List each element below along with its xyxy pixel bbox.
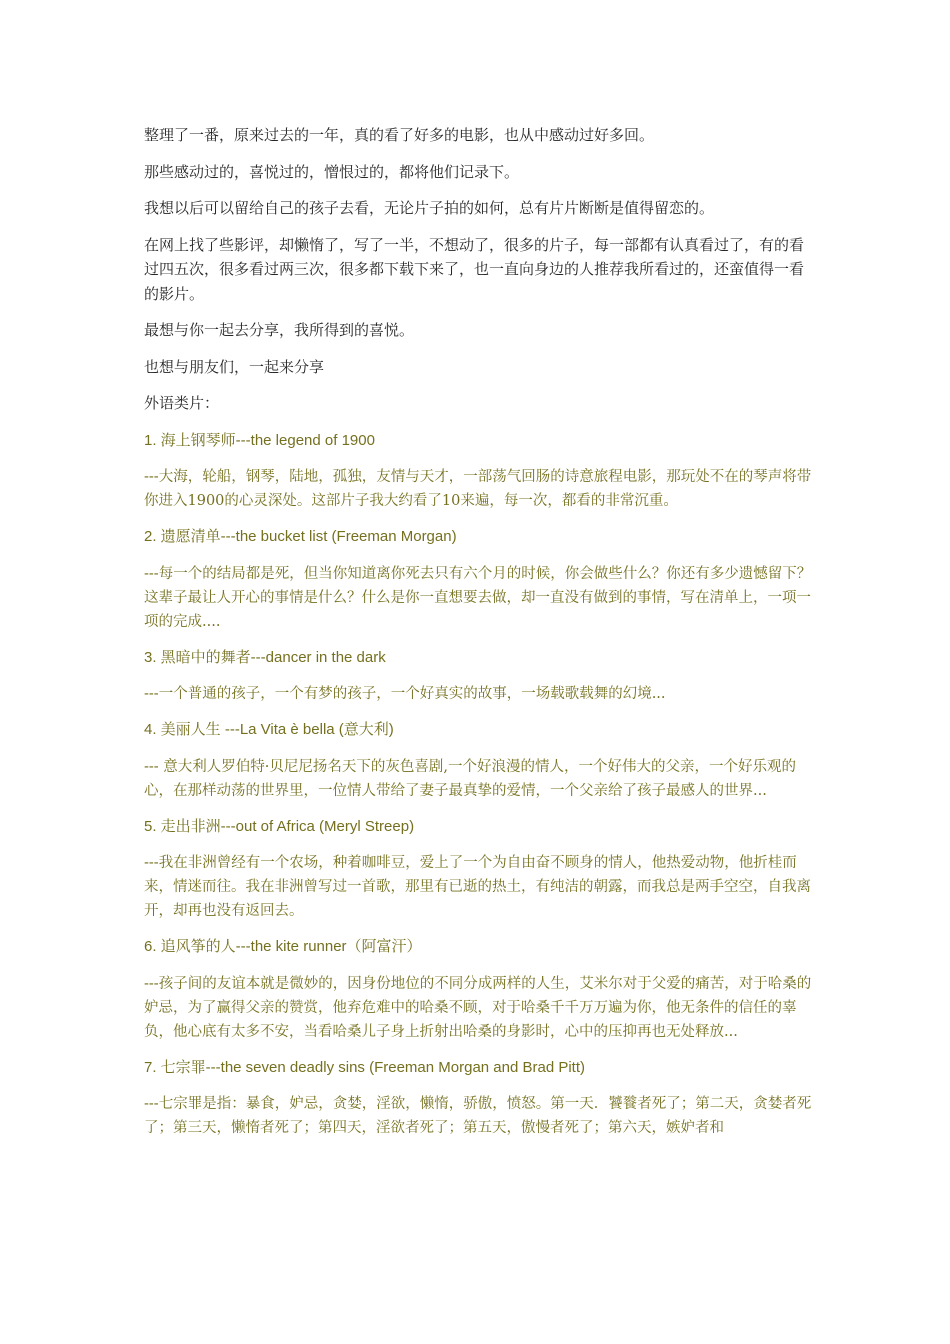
intro-paragraph: 最想与你一起去分享，我所得到的喜悦。 (144, 322, 415, 339)
movie-title: 7. 七宗罪---the seven deadly sins (Freeman Morgan and Brad Pitt) (144, 1058, 586, 1076)
document-page (144, 124, 814, 1152)
intro-paragraph: 整理了一番，原来过去的一年，真的看了好多的电影，也从中感动过好多回。 (144, 127, 655, 144)
movie-title: 2. 遗愿清单---the bucket list (Freeman Morgan) (144, 528, 457, 545)
movie-description: ---我在非洲曾经有一个农场，种着咖啡豆，爱上了一个为自由奋不顾身的情人，他热爱动物，他折桂而来，情迷而往。我在非洲曾写过一首歌，那里有已逝的热土，有纯洁的朝露，而我总是两手空空，自我离开，却再也没有返回去。 (144, 855, 811, 919)
intro-paragraph: 那些感动过的，喜悦过的，憎恨过的，都将他们记录下。 (144, 163, 520, 181)
movie-description: ---孩子间的友谊本就是微妙的，因身份地位的不同分成两样的人生，艾米尔对于父爱的痛苦，对于哈桑的妒忌，为了赢得父亲的赞赏，他弃危难中的哈桑不顾，对于哈桑千千万万遍为你，他无条件的信任的辜负，他心底有太多不安，当看哈桑儿子身上折射出哈桑的身影时，心中的压抑再也无处释放... (144, 975, 812, 1040)
movie-title: 1. 海上钢琴师---the legend of 1900 (144, 431, 375, 449)
movie-description: ---一个普通的孩子，一个有梦的孩子，一个好真实的故事，一场载歌载舞的幻境... (144, 686, 666, 702)
section-label: 外语类片： (144, 395, 220, 412)
movie-title: 5. 走出非洲---out of Africa (Meryl Streep) (144, 817, 415, 835)
intro-paragraph: 在网上找了些影评，却懒惰了，写了一半，不想动了，很多的片子，每一部都有认真看过了，有的看过四五次，很多看过两三次，很多都下载下来了，也一直向身边的人推荐我所看过的，还蛮值得一看的影片。 (144, 236, 805, 303)
movie-title: 4. 美丽人生 ---La Vita è bella (意大利) (144, 721, 394, 738)
movie-title: 6. 追风筝的人---the kite runner（阿富汗） (144, 938, 422, 955)
intro-paragraph: 我想以后可以留给自己的孩子去看，无论片子拍的如何，总有片片断断是值得留恋的。 (144, 200, 715, 217)
movie-title: 3. 黑暗中的舞者---dancer in the dark (144, 648, 386, 666)
movie-description: --- 意大利人罗伯特·贝尼尼扬名天下的灰色喜剧,一个好浪漫的情人，一个好伟大的父亲，一个好乐观的心，在那样动荡的世界里，一位情人带给了妻子最真挚的爱情，一个父亲给了孩子最感人的世界... (144, 758, 797, 799)
movie-description: ---七宗罪是指：暴食，妒忌，贪婪，淫欲，懒惰，骄傲，愤怒。第一天．饕餮者死了；第二天，贪婪者死了；第三天，懒惰者死了；第四天，淫欲者死了；第五天，傲慢者死了；第六天，嫉妒者和 (144, 1096, 812, 1136)
intro-paragraph: 也想与朋友们，一起来分享 (144, 358, 325, 376)
movie-description: ---每一个的结局都是死，但当你知道离你死去只有六个月的时候，你会做些什么？你还有多少遗憾留下？这辈子最让人开心的事情是什么？什么是你一直想要去做，却一直没有做到的事情，写在清单上，一项一项的完成.... (144, 565, 812, 630)
movie-description: ---大海，轮船，钢琴，陆地，孤独，友情与天才，一部荡气回肠的诗意旅程电影，那玩处不在的琴声将带你进入1900的心灵深处。这部片子我大约看了10来遍，每一次，都看的非常沉重。 (144, 469, 812, 509)
